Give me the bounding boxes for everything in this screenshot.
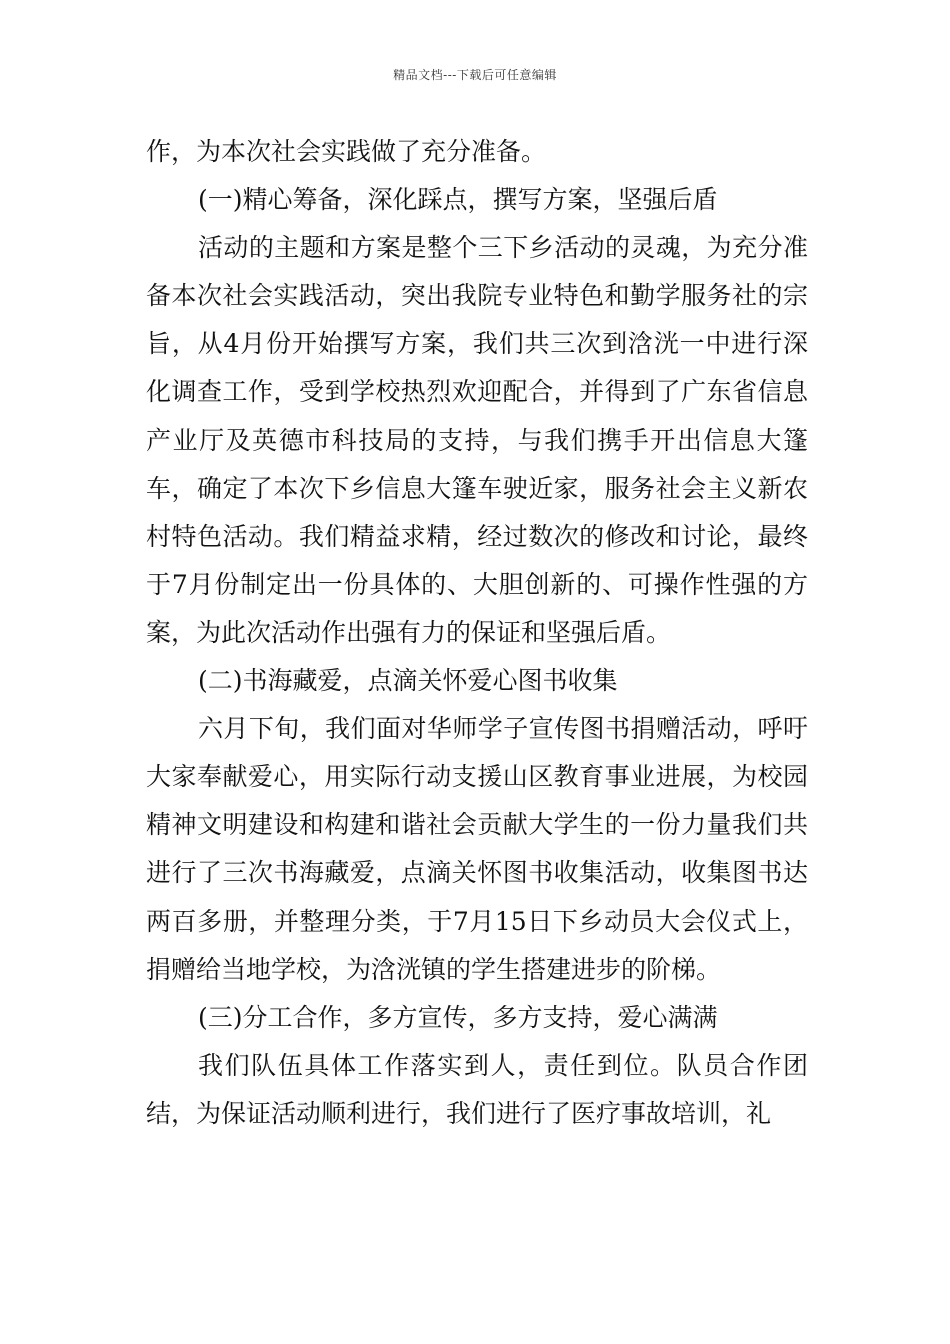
paragraph: 作，为本次社会实践做了充分准备。 <box>146 137 547 166</box>
paragraph: 六月下旬，我们面对华师学子宣传图书捐赠活动，呼吁大家奉献爱心，用实际行动支援山区教育事业进展，为校园精神文明建设和构建和谐社会贡献大学生的一份力量我们共进行了三次书海藏爱，点滴关怀图书收集活动，收集图书达两百多册，并整理分类，于7月15日下乡动员大会仪式上，捐赠给当地学校，为浛洸镇的学生搭建进步的阶梯。 <box>146 714 808 984</box>
page-header: 精品文档---下载后可任意编辑 <box>393 68 557 82</box>
section-heading: (一)精心筹备，深化踩点，撰写方案，坚强后盾 <box>198 185 718 215</box>
paragraph: 我们队伍具体工作落实到人，责任到位。队员合作团结，为保证活动顺利进行，我们进行了医疗事故培训，礼 <box>146 1050 808 1128</box>
section-heading: (三)分工合作，多方宣传，多方支持，爱心满满 <box>198 1002 718 1032</box>
section-heading: (二)书海藏爱，点滴关怀爱心图书收集 <box>198 666 618 696</box>
paragraph: 活动的主题和方案是整个三下乡活动的灵魂，为充分准备本次社会实践活动，突出我院专业特色和勤学服务社的宗旨，从4月份开始撰写方案，我们共三次到浛洸一中进行深化调查工作，受到学校热烈欢迎配合，并得到了广东省信息产业厅及英德市科技局的支持，与我们携手开出信息大篷车，确定了本次下乡信息大篷车驶近家，服务社会主义新农村特色活动。我们精益求精，经过数次的修改和讨论，最终于7月份制定出一份具体的、大胆创新的、可操作性强的方案，为此次活动作出强有力的保证和坚强后盾。 <box>146 233 808 647</box>
document-body <box>146 128 808 1138</box>
